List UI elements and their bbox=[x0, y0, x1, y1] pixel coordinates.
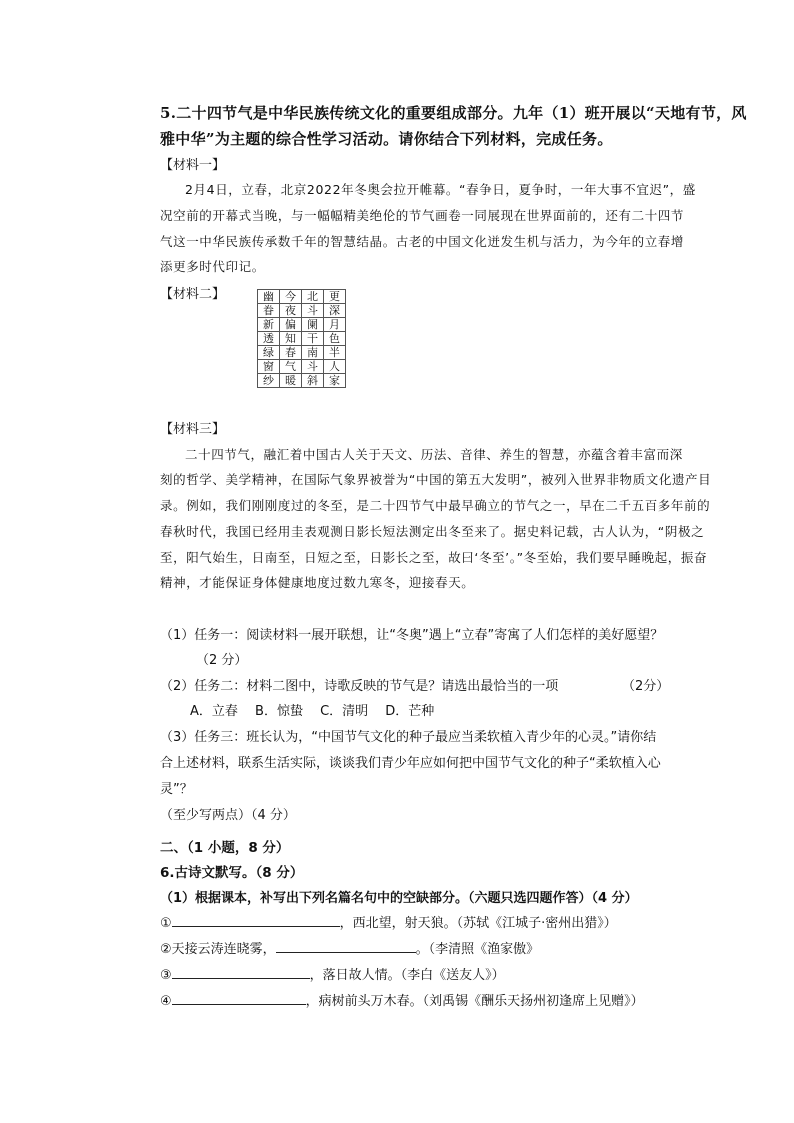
answer-blank[interactable] bbox=[172, 991, 306, 1005]
fill-item-number: ②天接云涛连晓雾， bbox=[160, 942, 276, 957]
fill-item-number: ④ bbox=[160, 994, 172, 1009]
grid-cell: 幽 bbox=[258, 290, 280, 304]
fill-item-1 bbox=[160, 912, 617, 931]
grid-cell: 更 bbox=[324, 290, 346, 304]
answer-blank[interactable] bbox=[172, 965, 310, 979]
grid-row bbox=[258, 346, 346, 360]
grid-cell: 偏 bbox=[280, 318, 302, 332]
grid-cell: 夜 bbox=[280, 304, 302, 318]
material-1-title: 【材料一】 bbox=[160, 158, 226, 173]
grid-cell: 斜 bbox=[302, 374, 324, 388]
fill-item-4 bbox=[160, 990, 644, 1009]
fill-item-3 bbox=[160, 964, 505, 983]
material-2-title: 【材料二】 bbox=[160, 287, 226, 302]
grid-cell: 人 bbox=[324, 360, 346, 374]
fill-item-text: 。（李清照《渔家傲》 bbox=[415, 942, 540, 957]
grid-cell: 绿 bbox=[258, 346, 280, 360]
grid-cell: 阑 bbox=[302, 318, 324, 332]
grid-cell: 南 bbox=[302, 346, 324, 360]
grid-cell: 半 bbox=[324, 346, 346, 360]
task-2-score: （2分） bbox=[622, 679, 670, 694]
grid-cell: 斗 bbox=[302, 360, 324, 374]
question-6-instruction: （1）根据课本，补写出下列名篇名句中的空缺部分。（六题只选四题作答）（4 分） bbox=[160, 891, 638, 906]
question-6-heading: 6.古诗文默写。（8 分） bbox=[160, 865, 304, 881]
material-1-line: 气这一中华民族传承数千年的智慧结晶。古老的中国文化迸发生机与活力，为今年的立春增 bbox=[160, 234, 685, 249]
question-5-line-1: 5.二十四节气是中华民族传统文化的重要组成部分。九年（1）班开展以“天地有节，风 bbox=[160, 104, 747, 122]
grid-cell: 北 bbox=[302, 290, 324, 304]
fill-item-number: ① bbox=[160, 916, 172, 931]
material-3-line: 春秋时代，我国已经用圭表观测日影长短法测定出冬至来了。据史料记载，古人认为，“阴极之 bbox=[160, 524, 705, 539]
material-1-line: 2月4日，立春，北京2022年冬奥会拉开帷幕。“春争日，夏争时，一年大事不宜迟”，盛 bbox=[185, 182, 696, 197]
grid-cell: 暖 bbox=[280, 374, 302, 388]
grid-cell: 眷 bbox=[258, 304, 280, 318]
task-3-requirement: （至少写两点）（4 分） bbox=[160, 808, 296, 823]
task-1-question: （1）任务一：阅读材料一展开联想，让“冬奥”遇上“立春”寄寓了人们怎样的美好愿望？ bbox=[160, 628, 664, 643]
grid-cell: 春 bbox=[280, 346, 302, 360]
grid-cell: 深 bbox=[324, 304, 346, 318]
task-3-question-line-1: （3）任务三：班长认为，“中国节气文化的种子最应当柔软植入青少年的心灵。”请你结 bbox=[160, 730, 657, 745]
grid-row bbox=[258, 360, 346, 374]
grid-row bbox=[258, 290, 346, 304]
grid-cell: 知 bbox=[280, 332, 302, 346]
task-2-question: （2）任务二：材料二图中，诗歌反映的节气是？请选出最恰当的一项 bbox=[160, 679, 559, 694]
fill-item-2 bbox=[160, 938, 539, 957]
grid-cell: 新 bbox=[258, 318, 280, 332]
material-3-line: 至，阳气始生，日南至，日短之至，日影长之至，故曰‘冬至’。”冬至始，我们要早睡晚起，振奋 bbox=[160, 550, 708, 565]
task-2-options: A．立春 B．惊蛰 C．清明 D．芒种 bbox=[190, 704, 435, 719]
grid-row bbox=[258, 332, 346, 346]
task-3-question-line-2: 合上述材料，联系生活实际，谈谈我们青少年应如何把中国节气文化的种子“柔软植入心 bbox=[160, 756, 661, 771]
material-3-line: 二十四节气，融汇着中国古人关于天文、历法、音律、养生的智慧，亦蕴含着丰富而深 bbox=[185, 447, 683, 462]
task-1-score: （2 分） bbox=[196, 653, 248, 668]
answer-blank[interactable] bbox=[276, 939, 416, 953]
material-3-line: 录。例如，我们刚刚度过的冬至，是二十四节气中最早确立的节气之一，早在二千五百多年前的 bbox=[160, 498, 711, 513]
fill-item-text: ，病树前头万木春。（刘禹锡《酬乐天扬州初逢席上见赠》） bbox=[305, 994, 644, 1009]
grid-row bbox=[258, 374, 346, 388]
question-5-line-2: 雅中华”为主题的综合性学习活动。请你结合下列材料，完成任务。 bbox=[160, 130, 613, 148]
grid-cell: 斗 bbox=[302, 304, 324, 318]
material-3-line: 刻的哲学、美学精神，在国际气象界被誉为“中国的第五大发明”，被列入世界非物质文化遗产目 bbox=[160, 472, 712, 487]
grid-cell: 气 bbox=[280, 360, 302, 374]
answer-blank[interactable] bbox=[172, 913, 340, 927]
material-1-line: 添更多时代印记。 bbox=[160, 259, 265, 274]
grid-cell: 色 bbox=[324, 332, 346, 346]
grid-cell: 干 bbox=[302, 332, 324, 346]
fill-item-text: ，落日故人情。（李白《送友人》） bbox=[309, 968, 505, 983]
task-3-question-line-3: 灵”？ bbox=[160, 782, 193, 797]
material-1-line: 况空前的开幕式当晚，与一幅幅精美绝伦的节气画卷一同展现在世界面前的，还有二十四节 bbox=[160, 208, 685, 223]
grid-cell: 窗 bbox=[258, 360, 280, 374]
material-3-title: 【材料三】 bbox=[160, 422, 226, 437]
grid-cell: 今 bbox=[280, 290, 302, 304]
grid-cell: 纱 bbox=[258, 374, 280, 388]
fill-item-number: ③ bbox=[160, 968, 172, 983]
grid-row bbox=[258, 318, 346, 332]
grid-cell: 透 bbox=[258, 332, 280, 346]
fill-item-text: ，西北望，射天狼。（苏轼《江城子·密州出猎》） bbox=[339, 916, 617, 931]
poem-character-grid bbox=[257, 289, 346, 388]
grid-cell: 月 bbox=[324, 318, 346, 332]
grid-cell: 家 bbox=[324, 374, 346, 388]
section-2-heading: 二、（1 小题，8 分） bbox=[160, 840, 290, 856]
material-3-line: 精神，才能保证身体健康地度过数九寒冬，迎接春天。 bbox=[160, 575, 475, 590]
grid-row bbox=[258, 304, 346, 318]
